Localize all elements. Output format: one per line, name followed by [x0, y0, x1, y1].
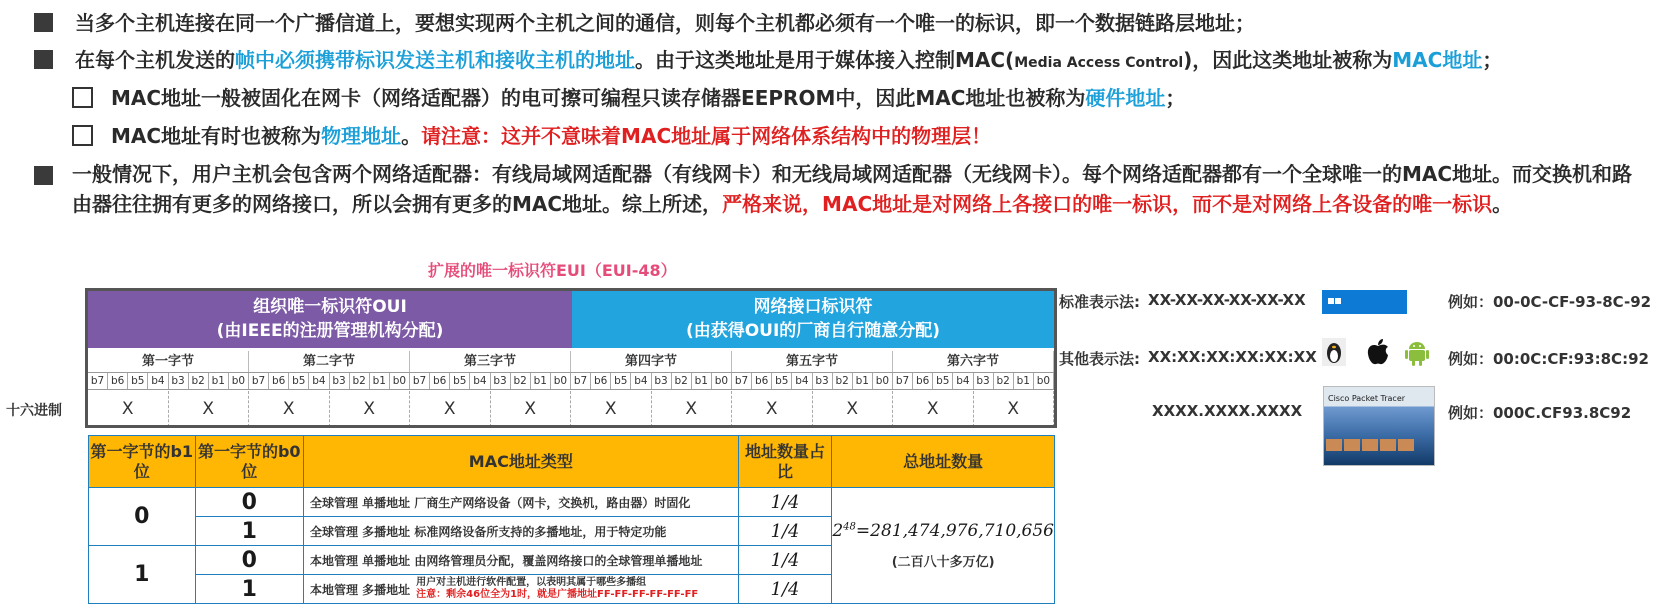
bit-label: b6	[591, 373, 611, 389]
bit-label: b3	[330, 373, 350, 389]
bit-label: b5	[933, 373, 953, 389]
mac-fullname: Media Access Control	[1014, 55, 1184, 71]
bullet-paragraph-3	[72, 159, 1642, 219]
type-line: 用户对主机进行软件配置，以表明其属于哪些多播组	[416, 577, 647, 588]
bullet-text: MAC地址有时也被称为	[111, 124, 322, 148]
bullet-text: 在每个主机发送的	[75, 48, 235, 72]
ratio-cell: 1/4	[738, 488, 832, 517]
bit-label: b1	[209, 373, 229, 389]
type-cell: 全球管理 单播地址 厂商生产网络设备（网卡，交换机，路由器）时固化	[303, 488, 738, 517]
square-bullet-icon	[34, 13, 53, 32]
type-cell	[303, 575, 738, 604]
bullet-text: )，因此这类地址被称为	[1183, 48, 1393, 72]
checkbox-bullet-icon	[72, 125, 93, 146]
bit-label: b4	[148, 373, 168, 389]
bit-label: b4	[470, 373, 490, 389]
bit-label: b0	[390, 373, 410, 389]
bit-label: b0	[873, 373, 893, 389]
nic-bar	[572, 290, 1054, 348]
oui-subtitle: (由IEEE的注册管理机构分配)	[216, 321, 444, 341]
bit-label: b3	[974, 373, 994, 389]
byte-label: 第三字节	[410, 351, 571, 372]
ratio-cell: 1/4	[738, 546, 832, 575]
other-notation-label: 其他表示法:	[1059, 350, 1140, 368]
bit-label: b7	[732, 373, 752, 389]
bit-label: b0	[712, 373, 732, 389]
table-row	[89, 488, 1055, 517]
type-cell: 全球管理 多播地址 标准网络设备所支持的多播地址，用于特定功能	[303, 517, 738, 546]
mac-type-table	[88, 435, 1055, 604]
bit-label: b1	[531, 373, 551, 389]
bit-label: b0	[1034, 373, 1054, 389]
bit-label: b5	[772, 373, 792, 389]
photo-strip	[1326, 439, 1414, 451]
std-notation-label: 标准表示法:	[1059, 293, 1140, 311]
hex-digit: X	[249, 391, 330, 427]
bit-label: b1	[370, 373, 390, 389]
total-cn: (二百八十多万亿)	[891, 555, 995, 570]
apple-icon	[1365, 338, 1391, 366]
bit-label: b2	[672, 373, 692, 389]
highlight-text: 帧中必须携带标识发送主机和接收主机的地址	[235, 48, 635, 72]
bullet-text: 一般情况下，用户主机会包含两个网络适配器：有线局域网适配器（有线网卡）和无线局域网适配器（无线网卡）。每个网络适配器都有一个全球唯一的MAC地址。而交换机和路由器往往拥有更多的网络接口，所以会拥有更多的MAC地址。综上所述，	[72, 162, 1633, 216]
bit-label: b6	[269, 373, 289, 389]
header-type: MAC地址类型	[303, 436, 738, 488]
hex-digits-row	[88, 391, 1054, 427]
header-ratio: 地址数量占比	[738, 436, 832, 488]
hex-digit: X	[169, 391, 250, 427]
bit-label: b1	[692, 373, 712, 389]
hex-label: 十六进制	[6, 403, 62, 419]
bit-label: b2	[189, 373, 209, 389]
b0-cell: 0	[195, 488, 303, 517]
ratio-cell: 1/4	[738, 517, 832, 546]
bullet-text: 当多个主机连接在同一个广播信道上，要想实现两个主机之间的通信，则每个主机都必须有一个唯一的标识，即一个数据链路层地址；	[75, 11, 1255, 35]
bit-label: b5	[611, 373, 631, 389]
bit-label: b7	[88, 373, 108, 389]
other-notation-format: XX:XX:XX:XX:XX:XX	[1148, 348, 1317, 366]
highlight-text: MAC地址	[1392, 48, 1483, 72]
windows-icon	[1328, 290, 1342, 338]
hex-digit: X	[893, 391, 974, 427]
cisco-example: 例如：000C.CF93.8C92	[1448, 404, 1632, 422]
total-base: 2	[832, 521, 844, 541]
bit-label: b3	[652, 373, 672, 389]
windows-label: Windows	[1348, 315, 1407, 330]
bit-label: b2	[994, 373, 1014, 389]
bullet-text: ；	[1482, 48, 1503, 72]
bit-label: b5	[128, 373, 148, 389]
b0-cell: 1	[195, 575, 303, 604]
bit-label: b6	[108, 373, 128, 389]
nic-subtitle: (由获得OUI的厂商自行随意分配)	[685, 321, 941, 341]
byte-label: 第四字节	[571, 351, 732, 372]
header-b0: 第一字节的b0位	[195, 436, 303, 488]
nic-title: 网络接口标识符	[753, 297, 873, 317]
hex-digit: X	[410, 391, 491, 427]
bullet-text: MAC地址一般被固化在网卡（网络适配器）的电可擦可编程只读存储器EEPROM中，因此MAC地址也被称为	[111, 86, 1086, 110]
cisco-title: Cisco Packet Tracer	[1328, 394, 1406, 403]
byte-labels-row	[88, 351, 1054, 372]
android-icon	[1404, 338, 1430, 366]
highlight-text: 物理地址	[321, 124, 402, 148]
bullet-text: 。	[1492, 192, 1513, 216]
warning-text: 严格来说，MAC地址是对网络上各接口的唯一标识，而不是对网络上各设备的唯一标识	[722, 192, 1493, 216]
hex-digit: X	[491, 391, 572, 427]
total-value: =281,474,976,710,656	[855, 521, 1054, 541]
bullet-text: 。由于这类地址是用于媒体接入控制MAC(	[635, 48, 1015, 72]
std-notation-format: XX-XX-XX-XX-XX-XX	[1148, 291, 1306, 309]
type-head: 本地管理 多播地址	[309, 582, 411, 597]
byte-label: 第六字节	[893, 351, 1054, 372]
byte-label: 第一字节	[88, 351, 249, 372]
bit-label: b6	[752, 373, 772, 389]
hex-digit: X	[88, 391, 169, 427]
checkbox-bullet-icon	[72, 87, 93, 108]
byte-label: 第五字节	[732, 351, 893, 372]
std-example: 例如：00-0C-CF-93-8C-92	[1448, 293, 1652, 311]
bit-label: b7	[249, 373, 269, 389]
ratio-cell: 1/4	[738, 575, 832, 604]
bit-label: b7	[571, 373, 591, 389]
bit-label: b6	[430, 373, 450, 389]
total-exponent: 48	[843, 521, 856, 533]
b1-cell: 1	[89, 546, 196, 604]
bullet-line-2	[34, 45, 1502, 78]
bullet-text: ；	[1165, 86, 1186, 110]
bullet-text: 。	[401, 124, 422, 148]
bit-label: b2	[833, 373, 853, 389]
bit-label: b4	[953, 373, 973, 389]
bit-label: b0	[551, 373, 571, 389]
bit-label: b4	[309, 373, 329, 389]
bit-label: b0	[229, 373, 249, 389]
bit-label: b6	[913, 373, 933, 389]
bit-label: b2	[350, 373, 370, 389]
header-total: 总地址数量	[832, 436, 1055, 488]
b0-cell: 0	[195, 546, 303, 575]
bit-label: b3	[491, 373, 511, 389]
bit-label: b1	[1014, 373, 1034, 389]
cisco-notation-format: XXXX.XXXX.XXXX	[1152, 402, 1303, 420]
cisco-packet-tracer-logo	[1323, 386, 1435, 466]
bit-label: b5	[289, 373, 309, 389]
header-b1: 第一字节的b1位	[89, 436, 196, 488]
b0-cell: 1	[195, 517, 303, 546]
hex-digit: X	[732, 391, 813, 427]
bullet-line-1	[34, 8, 1255, 38]
table-header-row	[89, 436, 1055, 488]
square-bullet-icon	[34, 166, 53, 185]
windows-logo	[1322, 290, 1407, 330]
bit-label: b3	[813, 373, 833, 389]
hex-digit: X	[571, 391, 652, 427]
bit-label: b5	[450, 373, 470, 389]
oui-title: 组织唯一标识符OUI	[253, 297, 407, 317]
other-example: 例如：00:0C:CF:93:8C:92	[1448, 350, 1649, 368]
oui-bar	[88, 290, 572, 348]
total-cell	[832, 488, 1055, 604]
b1-cell: 0	[89, 488, 196, 546]
bit-label: b4	[631, 373, 651, 389]
sub-bullet-line-2	[72, 121, 991, 151]
bit-label: b3	[169, 373, 189, 389]
bit-label: b7	[893, 373, 913, 389]
hex-digit: X	[813, 391, 894, 427]
linux-icon	[1322, 338, 1346, 366]
sub-bullet-line-1	[72, 83, 1185, 113]
bit-labels-row	[88, 372, 1054, 390]
hex-digit: X	[652, 391, 733, 427]
hex-digit: X	[330, 391, 411, 427]
hex-digit: X	[974, 391, 1055, 427]
broadcast-note: 注意：剩余46位全为1时，就是广播地址FF-FF-FF-FF-FF-FF	[416, 589, 699, 600]
square-bullet-icon	[34, 50, 53, 69]
eui-title: 扩展的唯一标识符EUI（EUI-48）	[428, 261, 677, 280]
warning-text: 请注意：这并不意味着MAC地址属于网络体系结构中的物理层！	[421, 124, 992, 148]
bit-label: b2	[511, 373, 531, 389]
highlight-text: 硬件地址	[1085, 86, 1166, 110]
bit-label: b4	[792, 373, 812, 389]
bit-label: b1	[853, 373, 873, 389]
byte-label: 第二字节	[249, 351, 410, 372]
bit-label: b7	[410, 373, 430, 389]
type-cell: 本地管理 单播地址 由网络管理员分配，覆盖网络接口的全球管理单播地址	[303, 546, 738, 575]
